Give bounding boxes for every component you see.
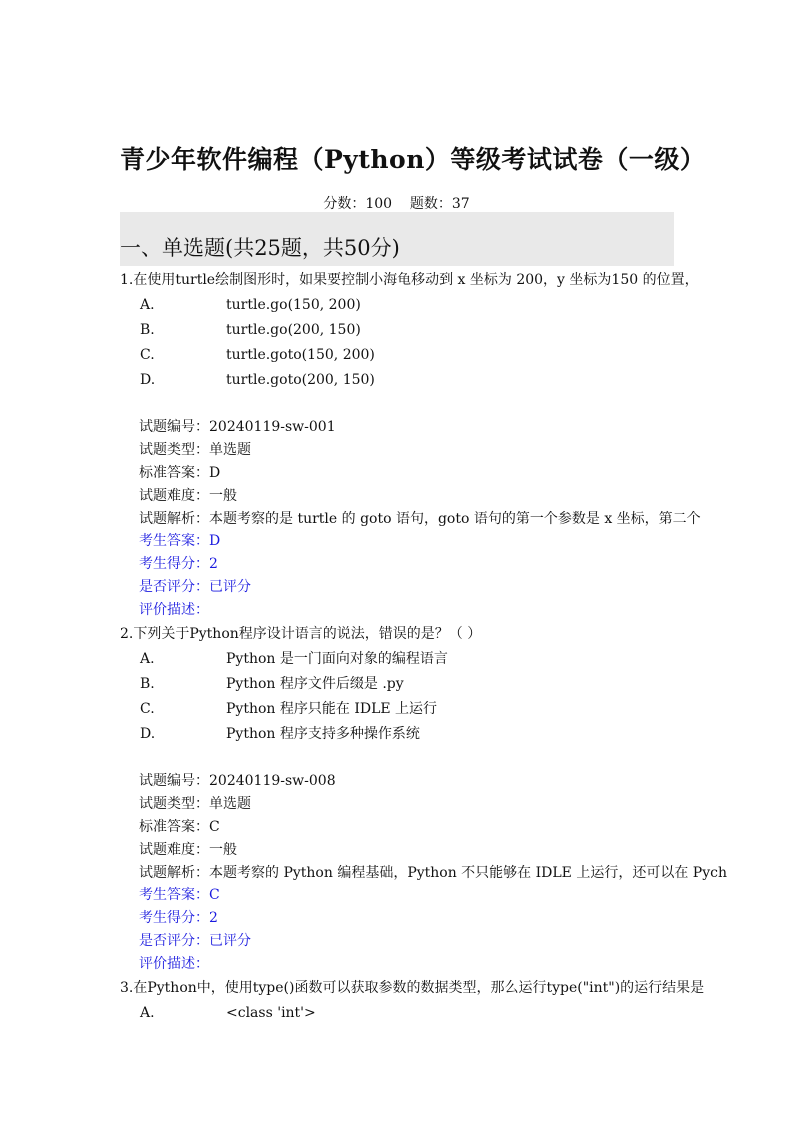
question-1-option-d-text: turtle.goto(200, 150): [226, 372, 375, 388]
section-header: [120, 212, 674, 266]
question-2-option-b-text: Python 程序文件后缀是 .py: [226, 676, 404, 692]
question-2-comment: 评价描述：: [139, 956, 209, 972]
question-1-student-score: 考生得分：2: [139, 556, 218, 572]
question-2-option-c-letter: C.: [140, 701, 155, 717]
question-2-option-a-letter: A.: [140, 651, 155, 667]
question-2-option-d-letter: D.: [140, 726, 156, 742]
question-2-graded-status: 是否评分：已评分: [139, 933, 251, 949]
section-title: 一、单选题(共25题，共50分): [120, 236, 400, 260]
question-2-student-score: 考生得分：2: [139, 910, 218, 926]
question-1-option-a-letter: A.: [140, 297, 155, 313]
question-3-option-a-text: <class 'int'>: [226, 1005, 316, 1021]
question-1-option-b-text: turtle.go(200, 150): [226, 322, 361, 338]
question-1-id: 试题编号：20240119-sw-001: [139, 419, 336, 435]
question-2-student-answer: 考生答案：C: [139, 887, 220, 903]
question-2-text: 2.下列关于Python程序设计语言的说法，错误的是？（ ）: [120, 626, 482, 642]
question-1-graded-status: 是否评分：已评分: [139, 579, 251, 595]
question-1-option-c-letter: C.: [140, 347, 155, 363]
question-3-option-a-letter: A.: [140, 1005, 155, 1021]
question-1-type: 试题类型：单选题: [139, 442, 251, 458]
question-3-text: 3.在Python中，使用type()函数可以获取参数的数据类型，那么运行type("int")的运行结果是: [120, 980, 705, 996]
question-2-difficulty: 试题难度：一般: [139, 842, 237, 858]
question-1-analysis: 试题解析：本题考察的是 turtle 的 goto 语句，goto 语句的第一个参数是 x 坐标，第二个: [139, 511, 701, 527]
question-1-option-d-letter: D.: [140, 372, 156, 388]
exam-title: 青少年软件编程（Python）等级考试试卷（一级）: [120, 145, 706, 174]
question-2-option-c-text: Python 程序只能在 IDLE 上运行: [226, 701, 438, 717]
question-2-option-a-text: Python 是一门面向对象的编程语言: [226, 651, 448, 667]
score-summary: 分数：100 题数：37: [323, 196, 470, 212]
question-2-type: 试题类型：单选题: [139, 796, 251, 812]
question-1-text: 1.在使用turtle绘制图形时，如果要控制小海龟移动到 x 坐标为 200，y 坐标为150 的位置，: [120, 272, 699, 288]
question-2-analysis: 试题解析：本题考察的 Python 编程基础，Python 不只能够在 IDLE 上运行，还可以在 Pych: [139, 865, 727, 881]
question-1-option-a-text: turtle.go(150, 200): [226, 297, 361, 313]
question-1-standard-answer: 标准答案：D: [139, 465, 221, 481]
question-2-option-d-text: Python 程序支持多种操作系统: [226, 726, 420, 742]
question-2-id: 试题编号：20240119-sw-008: [139, 773, 336, 789]
question-1-option-b-letter: B.: [140, 322, 155, 338]
question-2-option-b-letter: B.: [140, 676, 155, 692]
question-1-option-c-text: turtle.goto(150, 200): [226, 347, 375, 363]
question-2-standard-answer: 标准答案：C: [139, 819, 220, 835]
question-1-difficulty: 试题难度：一般: [139, 488, 237, 504]
question-1-comment: 评价描述：: [139, 602, 209, 618]
question-1-student-answer: 考生答案：D: [139, 533, 221, 549]
